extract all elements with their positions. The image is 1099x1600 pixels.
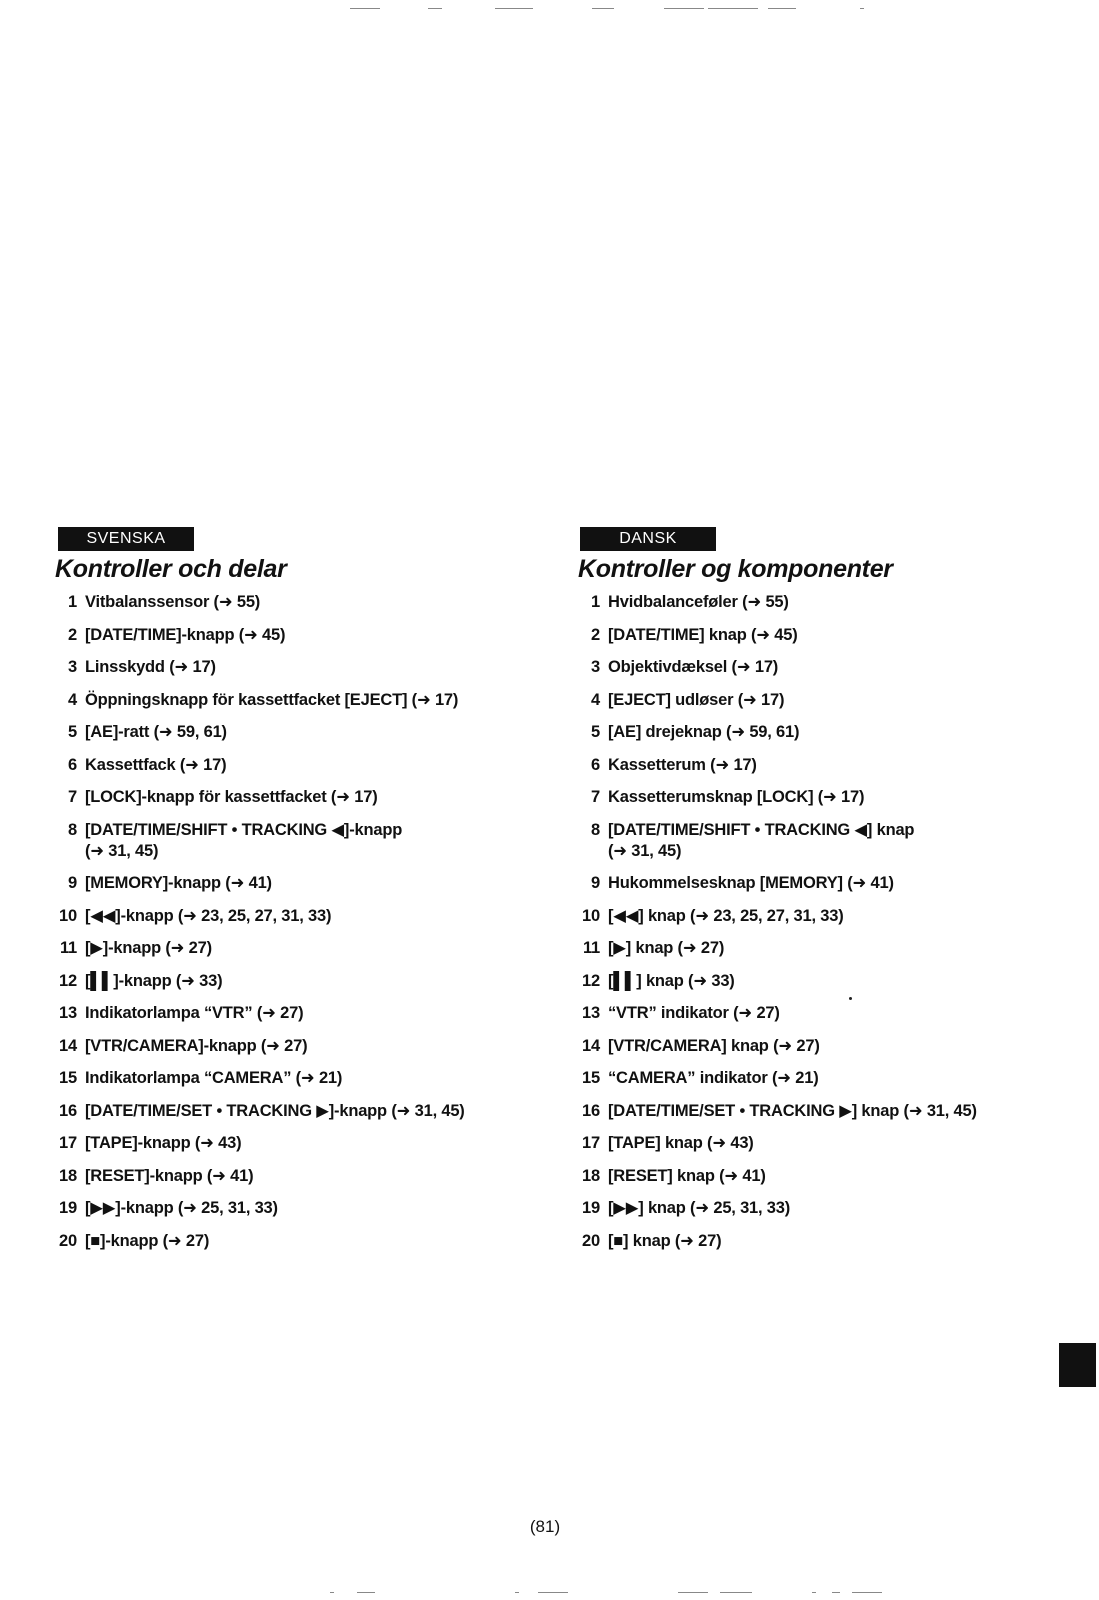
list-item (578, 1101, 1048, 1122)
item-text: [◀◀]-knapp (➜ 23, 25, 27, 31, 33) (85, 906, 332, 925)
list-item (55, 755, 525, 776)
item-number: 4 (591, 690, 600, 709)
item-text: Kassettfack (➜ 17) (85, 755, 227, 774)
list-item (578, 1036, 1048, 1057)
parts-list-svenska (55, 592, 525, 1252)
item-text: Indikatorlampa “CAMERA” (➜ 21) (85, 1069, 343, 1087)
item-number: 12 (59, 971, 77, 990)
item-text: [▌▌]-knapp (➜ 33) (85, 971, 223, 990)
list-item (578, 1003, 1048, 1024)
item-text: Linsskydd (➜ 17) (85, 658, 216, 676)
item-number: 15 (582, 1069, 600, 1087)
item-text: Kassetterum (➜ 17) (608, 755, 757, 774)
item-number: 10 (582, 906, 600, 925)
item-text: [▶]-knapp (➜ 27) (85, 939, 212, 957)
item-text: [DATE/TIME/SET • TRACKING ▶] knap (➜ 31, 45) (608, 1101, 977, 1120)
item-text: Objektivdæksel (➜ 17) (608, 658, 779, 676)
item-text: [MEMORY]-knapp (➜ 41) (85, 874, 272, 892)
list-item (55, 787, 525, 808)
list-item (578, 690, 1048, 711)
list-item (55, 657, 525, 678)
list-item (55, 938, 525, 959)
item-text: [▶] knap (➜ 27) (608, 939, 725, 957)
item-number: 12 (582, 971, 600, 990)
list-item (55, 722, 525, 743)
list-item (55, 906, 525, 927)
item-number: 6 (591, 755, 600, 774)
list-item (55, 1198, 525, 1219)
item-number: 6 (68, 755, 77, 774)
list-item (578, 938, 1048, 959)
item-number: 4 (68, 690, 77, 709)
item-text: [■] knap (➜ 27) (608, 1231, 722, 1250)
list-item (578, 1166, 1048, 1187)
list-item (578, 625, 1048, 646)
item-number: 7 (68, 788, 77, 806)
item-number: 19 (582, 1199, 600, 1217)
item-number: 14 (59, 1036, 77, 1055)
item-number: 17 (59, 1134, 77, 1152)
list-item (578, 722, 1048, 743)
item-text: [DATE/TIME]-knapp (➜ 45) (85, 625, 286, 644)
item-text: [LOCK]-knapp för kassettfacket (➜ 17) (85, 788, 378, 806)
list-item (55, 1101, 525, 1122)
list-item (578, 1133, 1048, 1154)
item-text: [TAPE]-knapp (➜ 43) (85, 1134, 242, 1152)
item-number: 3 (591, 658, 600, 676)
item-number: 9 (68, 874, 77, 892)
item-text: Öppningsknapp för kassettfacket [EJECT] (➜ 17) (85, 690, 459, 709)
list-item (55, 1036, 525, 1057)
list-item (55, 873, 525, 894)
list-item (578, 787, 1048, 808)
language-tag-svenska: SVENSKA (58, 527, 194, 551)
item-text: [DATE/TIME/SHIFT • TRACKING ◀] knap (➜ 31, 45) (608, 820, 915, 860)
item-number: 8 (68, 820, 77, 839)
item-number: 20 (59, 1231, 77, 1250)
list-item (578, 906, 1048, 927)
list-item (578, 755, 1048, 776)
item-number: 14 (582, 1036, 600, 1055)
item-text: [AE]-ratt (➜ 59, 61) (85, 723, 227, 741)
parts-list-dansk (578, 592, 1048, 1252)
item-text: Hvidbalanceføler (➜ 55) (608, 593, 789, 611)
item-text: [EJECT] udløser (➜ 17) (608, 690, 785, 709)
list-item (578, 1198, 1048, 1219)
list-item (578, 592, 1048, 613)
stray-print-dot (849, 997, 852, 1000)
language-tag-dansk: DANSK (580, 527, 716, 551)
list-item (55, 820, 525, 862)
svenska-column (55, 527, 525, 1263)
list-item (55, 1003, 525, 1024)
item-text: [VTR/CAMERA] knap (➜ 27) (608, 1036, 820, 1055)
top-scan-artifacts (0, 6, 1099, 12)
list-item (578, 1231, 1048, 1252)
item-text: [DATE/TIME/SET • TRACKING ▶]-knapp (➜ 31, 45) (85, 1101, 465, 1120)
item-number: 19 (59, 1199, 77, 1217)
dansk-column (578, 527, 1048, 1263)
item-text: [▶▶]-knapp (➜ 25, 31, 33) (85, 1199, 278, 1217)
item-text: [DATE/TIME] knap (➜ 45) (608, 625, 798, 644)
item-number: 17 (582, 1134, 600, 1152)
item-number: 2 (68, 625, 77, 644)
item-number: 9 (591, 874, 600, 892)
section-heading-svenska: Kontroller och delar (55, 555, 287, 583)
item-text: Kassetterumsknap [LOCK] (➜ 17) (608, 788, 865, 806)
item-number: 11 (59, 939, 77, 957)
item-text: [▌▌] knap (➜ 33) (608, 971, 735, 990)
list-item (578, 820, 1048, 862)
item-text: [VTR/CAMERA]-knapp (➜ 27) (85, 1036, 308, 1055)
item-number: 15 (59, 1069, 77, 1087)
item-number: 16 (582, 1101, 600, 1120)
item-number: 3 (68, 658, 77, 676)
item-number: 8 (591, 820, 600, 839)
list-item (55, 1231, 525, 1252)
item-text: [DATE/TIME/SHIFT • TRACKING ◀]-knapp (➜ 31, 45) (85, 820, 403, 860)
item-text: [▶▶] knap (➜ 25, 31, 33) (608, 1199, 791, 1217)
section-heading-dansk: Kontroller og komponenter (578, 555, 893, 583)
item-number: 2 (591, 625, 600, 644)
item-text: [TAPE] knap (➜ 43) (608, 1134, 754, 1152)
item-number: 1 (68, 593, 77, 611)
list-item (55, 625, 525, 646)
list-item (578, 971, 1048, 992)
item-text: Indikatorlampa “VTR” (➜ 27) (85, 1004, 304, 1022)
list-item (578, 1068, 1048, 1089)
item-text: [■]-knapp (➜ 27) (85, 1231, 210, 1250)
item-number: 16 (59, 1101, 77, 1120)
item-number: 11 (582, 939, 600, 957)
list-item (55, 592, 525, 613)
item-text: “VTR” indikator (➜ 27) (608, 1004, 780, 1022)
item-number: 7 (591, 788, 600, 806)
item-text: [◀◀] knap (➜ 23, 25, 27, 31, 33) (608, 906, 844, 925)
list-item (578, 657, 1048, 678)
page-number: (81) (529, 1517, 561, 1536)
list-item (55, 1068, 525, 1089)
item-text: Vitbalanssensor (➜ 55) (85, 593, 261, 611)
bottom-scan-artifacts (0, 1590, 1099, 1596)
list-item (55, 1166, 525, 1187)
item-number: 18 (582, 1166, 600, 1185)
item-text: “CAMERA” indikator (➜ 21) (608, 1069, 819, 1087)
item-number: 10 (59, 906, 77, 925)
item-number: 5 (591, 723, 600, 741)
item-number: 13 (582, 1004, 600, 1022)
list-item (55, 1133, 525, 1154)
item-text: [AE] drejeknap (➜ 59, 61) (608, 723, 800, 741)
item-number: 13 (59, 1004, 77, 1022)
item-text: Hukommelsesknap [MEMORY] (➜ 41) (608, 874, 894, 892)
item-number: 20 (582, 1231, 600, 1250)
item-number: 5 (68, 723, 77, 741)
item-text: [RESET] knap (➜ 41) (608, 1166, 766, 1185)
item-number: 1 (591, 593, 600, 611)
list-item (55, 690, 525, 711)
list-item (578, 873, 1048, 894)
page-edge-tab-marker (1059, 1343, 1096, 1387)
item-number: 18 (59, 1166, 77, 1185)
list-item (55, 971, 525, 992)
item-text: [RESET]-knapp (➜ 41) (85, 1166, 254, 1185)
